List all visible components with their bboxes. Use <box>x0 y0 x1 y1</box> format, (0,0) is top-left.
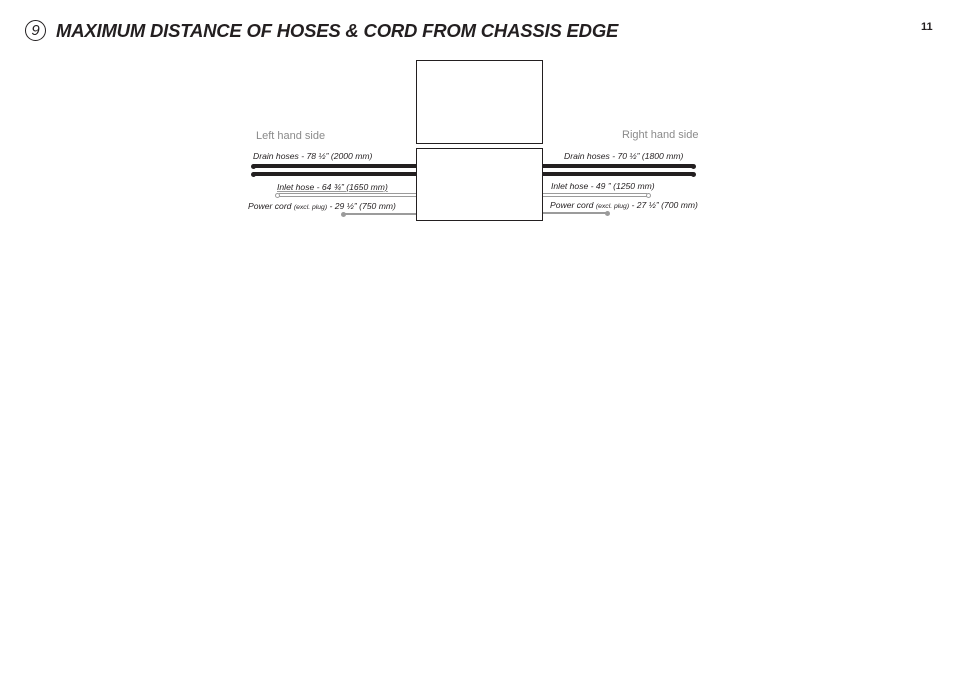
right-power-cord <box>543 212 607 214</box>
step-number-badge <box>25 20 46 41</box>
left-drain-hose-1 <box>253 164 416 168</box>
right-power-cord-label: Power cord (excl. plug) - 27 ½” (700 mm) <box>550 200 698 210</box>
left-inlet-label: Inlet hose - 64 ¾” (1650 mm) <box>277 182 388 192</box>
right-power-cord-end <box>605 211 610 216</box>
right-drain-label: Drain hoses - 70 ½” (1800 mm) <box>564 151 684 161</box>
left-power-cord-label: Power cord (excl. plug) - 29 ½” (750 mm) <box>248 201 396 211</box>
upper-drawer-outline <box>416 60 543 144</box>
left-drain-label: Drain hoses - 78 ½” (2000 mm) <box>253 151 373 161</box>
right-inlet-hose-end <box>646 193 651 198</box>
left-side-label: Left hand side <box>256 130 326 142</box>
left-drain-hose-2-end <box>251 172 256 177</box>
page-number: 11 <box>921 21 933 33</box>
lower-drawer-outline <box>416 148 543 221</box>
right-drain-hose-2 <box>543 172 693 176</box>
right-inlet-label: Inlet hose - 49 ” (1250 mm) <box>551 181 655 191</box>
right-drain-hose-1 <box>543 164 693 168</box>
left-power-cord <box>344 213 416 215</box>
left-power-cord-end <box>341 212 346 217</box>
right-inlet-hose <box>543 193 647 197</box>
right-drain-hose-2-end <box>691 172 696 177</box>
left-drain-hose-2 <box>253 172 416 176</box>
left-drain-hose-1-end <box>251 164 256 169</box>
right-drain-hose-1-end <box>691 164 696 169</box>
page-title: MAXIMUM DISTANCE OF HOSES & CORD FROM CHASSIS EDGE <box>56 20 619 41</box>
right-side-label: Right hand side <box>622 129 699 141</box>
step-number: 9 <box>31 22 40 39</box>
left-inlet-hose-end <box>275 193 280 198</box>
left-inlet-hose <box>279 193 416 197</box>
